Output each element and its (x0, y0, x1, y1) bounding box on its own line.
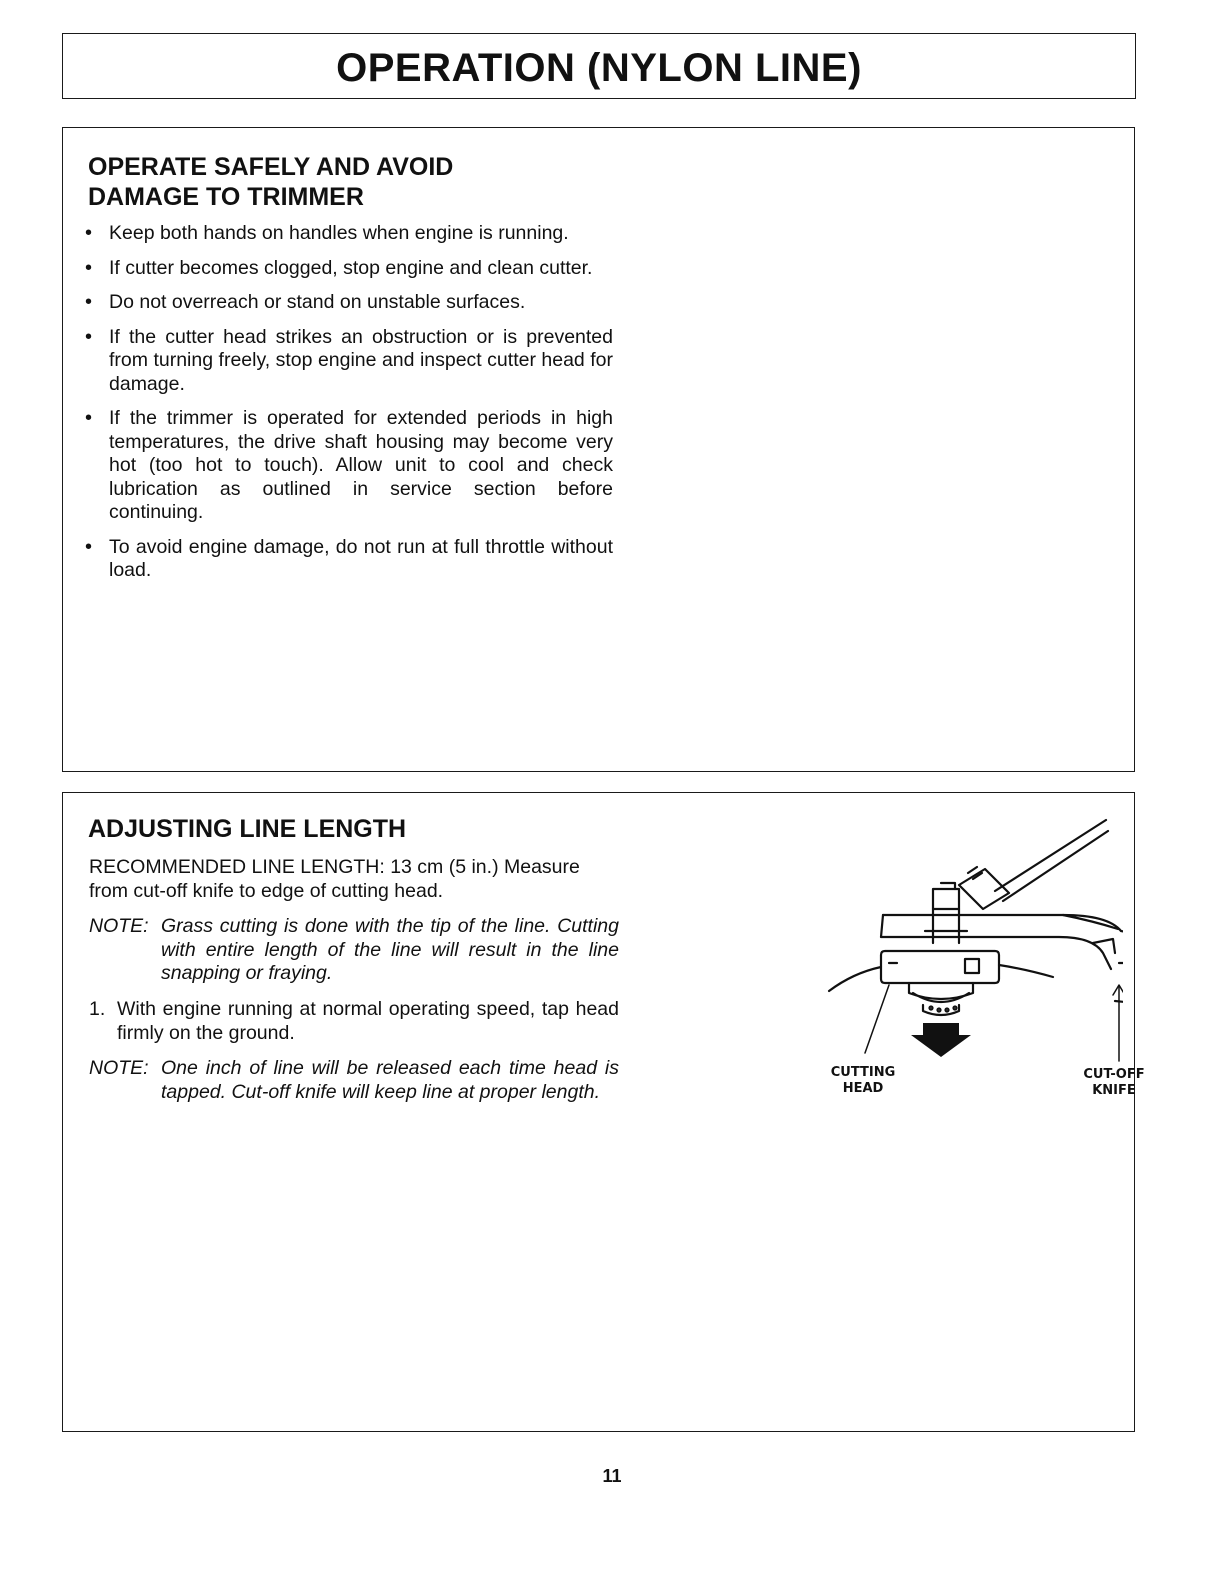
note-text: Grass cutting is done with the tip of the line. Cutting with entire length of the line will result in the line snapping or fraying. (161, 915, 619, 984)
step-text: With engine running at normal operating speed, tap head firmly on the ground. (117, 998, 619, 1044)
list-item: • Keep both hands on handles when engine is running. (83, 222, 613, 246)
step-number: 1. (89, 998, 106, 1020)
note-line-release (89, 1057, 619, 1104)
nylon-line-left (829, 967, 881, 991)
note-grass-cutting (89, 915, 619, 986)
guard-shield (883, 915, 1123, 1004)
safety-bullet-list (83, 222, 613, 594)
list-item: • To avoid engine damage, do not run at full throttle without load. (83, 536, 613, 583)
safety-heading-line2: DAMAGE TO TRIMMER (88, 183, 364, 211)
list-item: • Do not overreach or stand on unstable surfaces. (83, 291, 613, 315)
trimmer-head-drawing (763, 803, 1123, 1113)
nylon-line-right (999, 965, 1053, 977)
drive-shaft (995, 820, 1108, 901)
adjusting-heading: ADJUSTING LINE LENGTH (88, 815, 407, 843)
safety-panel (62, 127, 1135, 772)
cutoff-knife-label: CUT-OFF KNIFE (1083, 1067, 1145, 1098)
page-title: OPERATION (NYLON LINE) (336, 46, 862, 90)
cutting-head-label: CUTTING HEAD (830, 1065, 896, 1096)
note-text: One inch of line will be released each time head is tapped. Cut-off knife will keep line at proper length. (161, 1057, 619, 1103)
trimmer-head-illustration (763, 803, 1145, 1113)
note-label: NOTE: (89, 1057, 149, 1079)
gear-housing (959, 869, 1009, 909)
cutting-head-spool (881, 951, 999, 983)
adjusting-panel (62, 792, 1145, 1432)
list-item: • If the cutter head strikes an obstruction or is prevented from turning freely, stop engine and inspect cutter head for damage. (83, 326, 613, 397)
step-1 (89, 998, 619, 1045)
title-box (62, 33, 1136, 99)
safety-heading-line1: OPERATE SAFELY AND AVOID (88, 153, 454, 181)
safety-heading (88, 152, 453, 212)
recommended-line-length: RECOMMENDED LINE LENGTH: 13 cm (5 in.) Measure from cut-off knife to edge of cutting head. (89, 856, 580, 902)
list-item: • If cutter becomes clogged, stop engine and clean cutter. (83, 257, 613, 281)
down-arrow-icon (911, 1023, 971, 1057)
list-item: • If the trimmer is operated for extended periods in high temperatures, the drive shaft housing may become very hot (too hot to touch). Allow unit to cool and check lubrication as outlined in service section before continuing. (83, 407, 613, 525)
note-label: NOTE: (89, 915, 149, 937)
page-number: 11 (602, 1466, 622, 1486)
